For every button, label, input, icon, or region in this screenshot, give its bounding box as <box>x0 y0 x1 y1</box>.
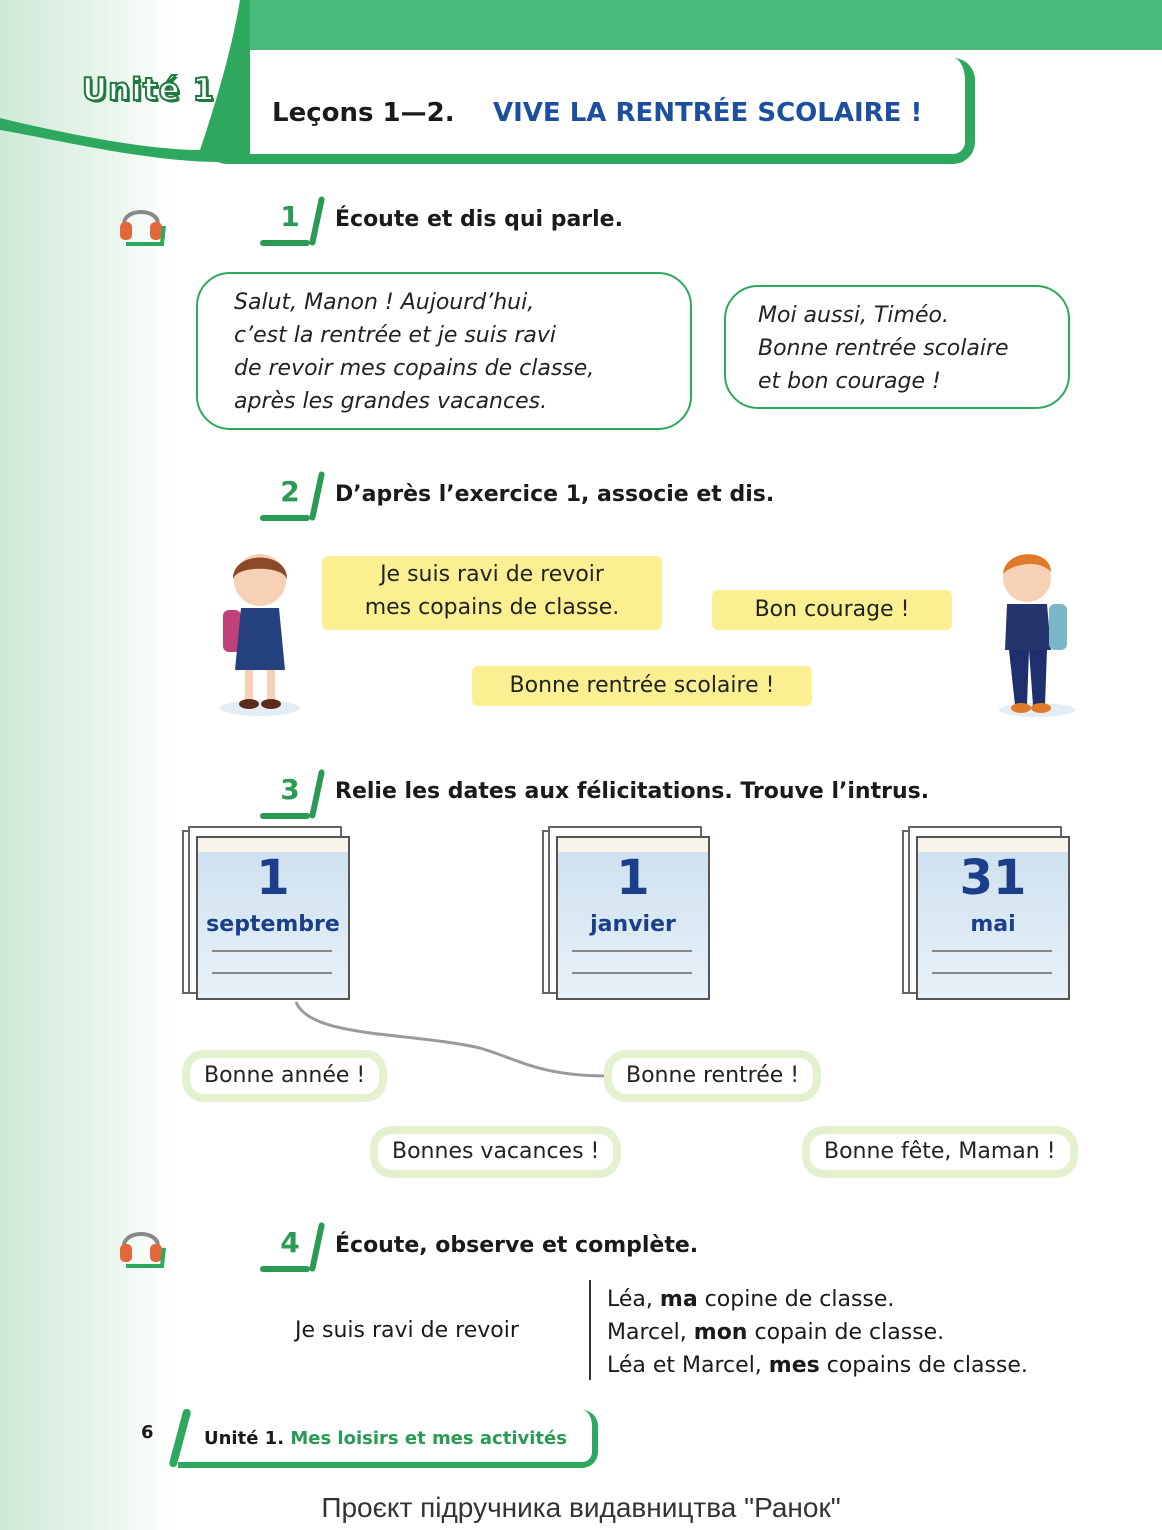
calendar-may[interactable] <box>902 822 1070 998</box>
page-number: 6 <box>141 1422 154 1443</box>
top-band <box>240 0 1162 50</box>
bubble-line: Moi aussi, Timéo. <box>758 303 949 328</box>
greeting-bonnes-vacances[interactable]: Bonnes vacances ! <box>378 1134 613 1170</box>
calendar-month: septembre <box>206 912 340 937</box>
phrase-bon-courage[interactable]: Bon courage ! <box>712 590 952 630</box>
headphones-icon[interactable] <box>116 196 166 246</box>
phrase-line: mes copains de classe. <box>364 595 620 620</box>
calendar-day: 1 <box>616 850 650 906</box>
page-title: VIVE LA RENTRÉE SCOLAIRE ! <box>493 98 923 128</box>
greeting-bonne-fete[interactable]: Bonne fête, Maman ! <box>810 1134 1070 1170</box>
bubble-line: et bon courage ! <box>758 369 941 394</box>
lesson-prefix: Leçons 1—2. <box>272 98 455 128</box>
calendar-day: 1 <box>256 850 290 906</box>
possessive-row: Léa, ma copine de classe. <box>607 1287 895 1312</box>
bubble-line: c’est la rentrée et je suis ravi <box>234 323 556 348</box>
divider-line <box>589 1280 591 1380</box>
phrase-ravi[interactable] <box>322 556 662 630</box>
sentence-start: Je suis ravi de revoir <box>295 1318 519 1343</box>
exercise-2-instruction: D’après l’exercice 1, associe et dis. <box>335 482 775 507</box>
exercise-4-number: 4 <box>270 1226 310 1272</box>
exercise-1-number: 1 <box>270 200 310 246</box>
speech-bubble-manon <box>724 285 1070 409</box>
bubble-line: Salut, Manon ! Aujourd’hui, <box>234 290 535 315</box>
phrase-bonne-rentree[interactable]: Bonne rentrée scolaire ! <box>472 666 812 706</box>
girl-illustration <box>205 540 315 720</box>
footer-title: Unité 1. Mes loisirs et mes activités <box>204 1428 567 1449</box>
exercise-1-instruction: Écoute et dis qui parle. <box>335 207 623 232</box>
possessive-list <box>607 1283 1028 1382</box>
boy-illustration <box>985 540 1090 720</box>
exercise-4-instruction: Écoute, observe et complète. <box>335 1233 699 1258</box>
calendar-september[interactable] <box>182 822 350 998</box>
bubble-line: Bonne rentrée scolaire <box>758 336 1009 361</box>
calendar-month: janvier <box>590 912 676 937</box>
phrase-line: Je suis ravi de revoir <box>380 562 604 587</box>
calendar-january[interactable] <box>542 822 710 998</box>
possessive-row: Marcel, mon copain de classe. <box>607 1320 945 1345</box>
greeting-bonne-annee[interactable]: Bonne année ! <box>190 1058 379 1094</box>
exercise-3-instruction: Relie les dates aux félicitations. Trouve l’intrus. <box>335 779 930 804</box>
exercise-3-number: 3 <box>270 773 310 819</box>
publisher-note: Проєкт підручника видавництва "Ранок" <box>321 1492 841 1523</box>
calendar-month: mai <box>970 912 1016 937</box>
greeting-bonne-rentree[interactable]: Bonne rentrée ! <box>612 1058 813 1094</box>
speech-bubble-timeo <box>196 272 692 430</box>
possessive-row: Léa et Marcel, mes copains de classe. <box>607 1353 1028 1378</box>
calendar-day: 31 <box>959 850 1027 906</box>
exercise-2-number: 2 <box>270 475 310 521</box>
unit-badge: Unité 1 <box>82 72 216 108</box>
headphones-icon[interactable] <box>116 1218 166 1268</box>
bubble-line: de revoir mes copains de classe, <box>234 356 595 381</box>
bubble-line: après les grandes vacances. <box>234 389 548 414</box>
